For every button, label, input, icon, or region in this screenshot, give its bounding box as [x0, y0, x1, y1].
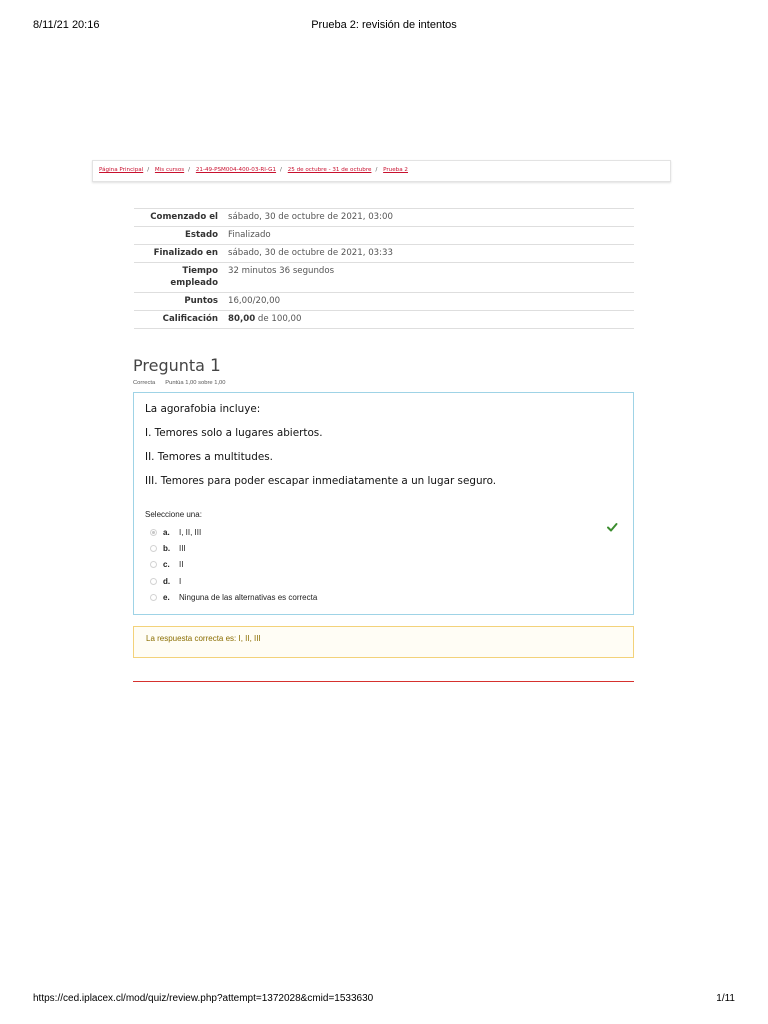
- print-page-number: 1/11: [716, 993, 735, 1004]
- answer-option-d[interactable]: [150, 576, 181, 588]
- option-text: III: [179, 544, 186, 553]
- option-text: I, II, III: [179, 528, 202, 537]
- attempt-summary-table: [134, 208, 634, 329]
- summary-label: Tiempo empleado: [134, 263, 228, 293]
- option-text: Ninguna de las alternativas es correcta: [179, 593, 318, 602]
- breadcrumb: Página Principal / Mis cursos / 21-49-PSM004-400-03-RI-G1 / 25 de octubre - 31 de octubre / Prueba 2: [92, 160, 671, 182]
- summary-label: Comenzado el: [134, 209, 228, 227]
- check-icon: [606, 521, 618, 533]
- summary-label: Finalizado en: [134, 245, 228, 263]
- summary-value: Finalizado: [228, 227, 634, 245]
- summary-row-marks: [134, 293, 634, 311]
- option-letter: e.: [163, 593, 170, 602]
- question-text-line: III. Temores para poder escapar inmediatamente a un lugar seguro.: [145, 475, 497, 487]
- option-letter: b.: [163, 544, 171, 553]
- breadcrumb-section-link[interactable]: 25 de octubre - 31 de octubre: [287, 167, 372, 173]
- summary-label: Estado: [134, 227, 228, 245]
- summary-row-finished: [134, 245, 634, 263]
- summary-value: sábado, 30 de octubre de 2021, 03:33: [228, 245, 634, 263]
- summary-value: sábado, 30 de octubre de 2021, 03:00: [228, 209, 634, 227]
- question-divider: [133, 681, 634, 682]
- question-state: Correcta: [133, 380, 156, 386]
- correct-answer-feedback: La respuesta correcta es: I, II, III: [133, 626, 634, 658]
- radio-button[interactable]: [150, 594, 157, 601]
- print-page-title: Prueba 2: revisión de intentos: [311, 19, 457, 31]
- question-info: [133, 380, 226, 386]
- question-text-line: II. Temores a multitudes.: [145, 451, 273, 463]
- print-datetime: 8/11/21 20:16: [33, 19, 100, 31]
- answer-option-e[interactable]: [150, 592, 317, 604]
- breadcrumb-course-link[interactable]: 21-49-PSM004-400-03-RI-G1: [195, 167, 277, 173]
- breadcrumb-home-link[interactable]: Página Principal: [99, 167, 144, 173]
- breadcrumb-quiz-link[interactable]: Prueba 2: [383, 167, 408, 173]
- question-mark: Puntúa 1,00 sobre 1,00: [165, 380, 226, 386]
- option-text: I: [179, 577, 182, 586]
- question-text-line: I. Temores solo a lugares abiertos.: [145, 427, 323, 439]
- grade-value: 80,00: [228, 314, 256, 324]
- summary-value: 16,00/20,00: [228, 293, 634, 311]
- option-text: II: [179, 560, 184, 569]
- summary-label: Puntos: [134, 293, 228, 311]
- summary-row-state: [134, 227, 634, 245]
- answer-option-b[interactable]: [150, 543, 186, 555]
- option-letter: d.: [163, 577, 171, 586]
- summary-value: 32 minutos 36 segundos: [228, 263, 634, 293]
- print-url: https://ced.iplacex.cl/mod/quiz/review.php?attempt=1372028&cmid=1533630: [33, 993, 374, 1004]
- select-one-prompt: Seleccione una:: [145, 510, 202, 519]
- radio-button-selected[interactable]: [150, 529, 157, 536]
- answer-option-c[interactable]: [150, 559, 183, 571]
- radio-button[interactable]: [150, 545, 157, 552]
- summary-row-time-taken: [134, 263, 634, 293]
- question-number: 1: [210, 356, 221, 376]
- question-label: Pregunta: [133, 356, 205, 375]
- answer-option-a[interactable]: [150, 527, 201, 539]
- summary-value: [228, 311, 634, 329]
- question-text-line: La agorafobia incluye:: [145, 403, 261, 415]
- summary-row-grade: [134, 311, 634, 329]
- radio-button[interactable]: [150, 561, 157, 568]
- option-letter: a.: [163, 528, 170, 537]
- summary-row-started: [134, 209, 634, 227]
- question-title: [133, 356, 221, 376]
- question-content-box: [133, 392, 634, 615]
- grade-max: de 100,00: [255, 314, 302, 324]
- summary-label: Calificación: [134, 311, 228, 329]
- option-letter: c.: [163, 560, 170, 569]
- radio-button[interactable]: [150, 578, 157, 585]
- breadcrumb-my-courses-link[interactable]: Mis cursos: [154, 167, 185, 173]
